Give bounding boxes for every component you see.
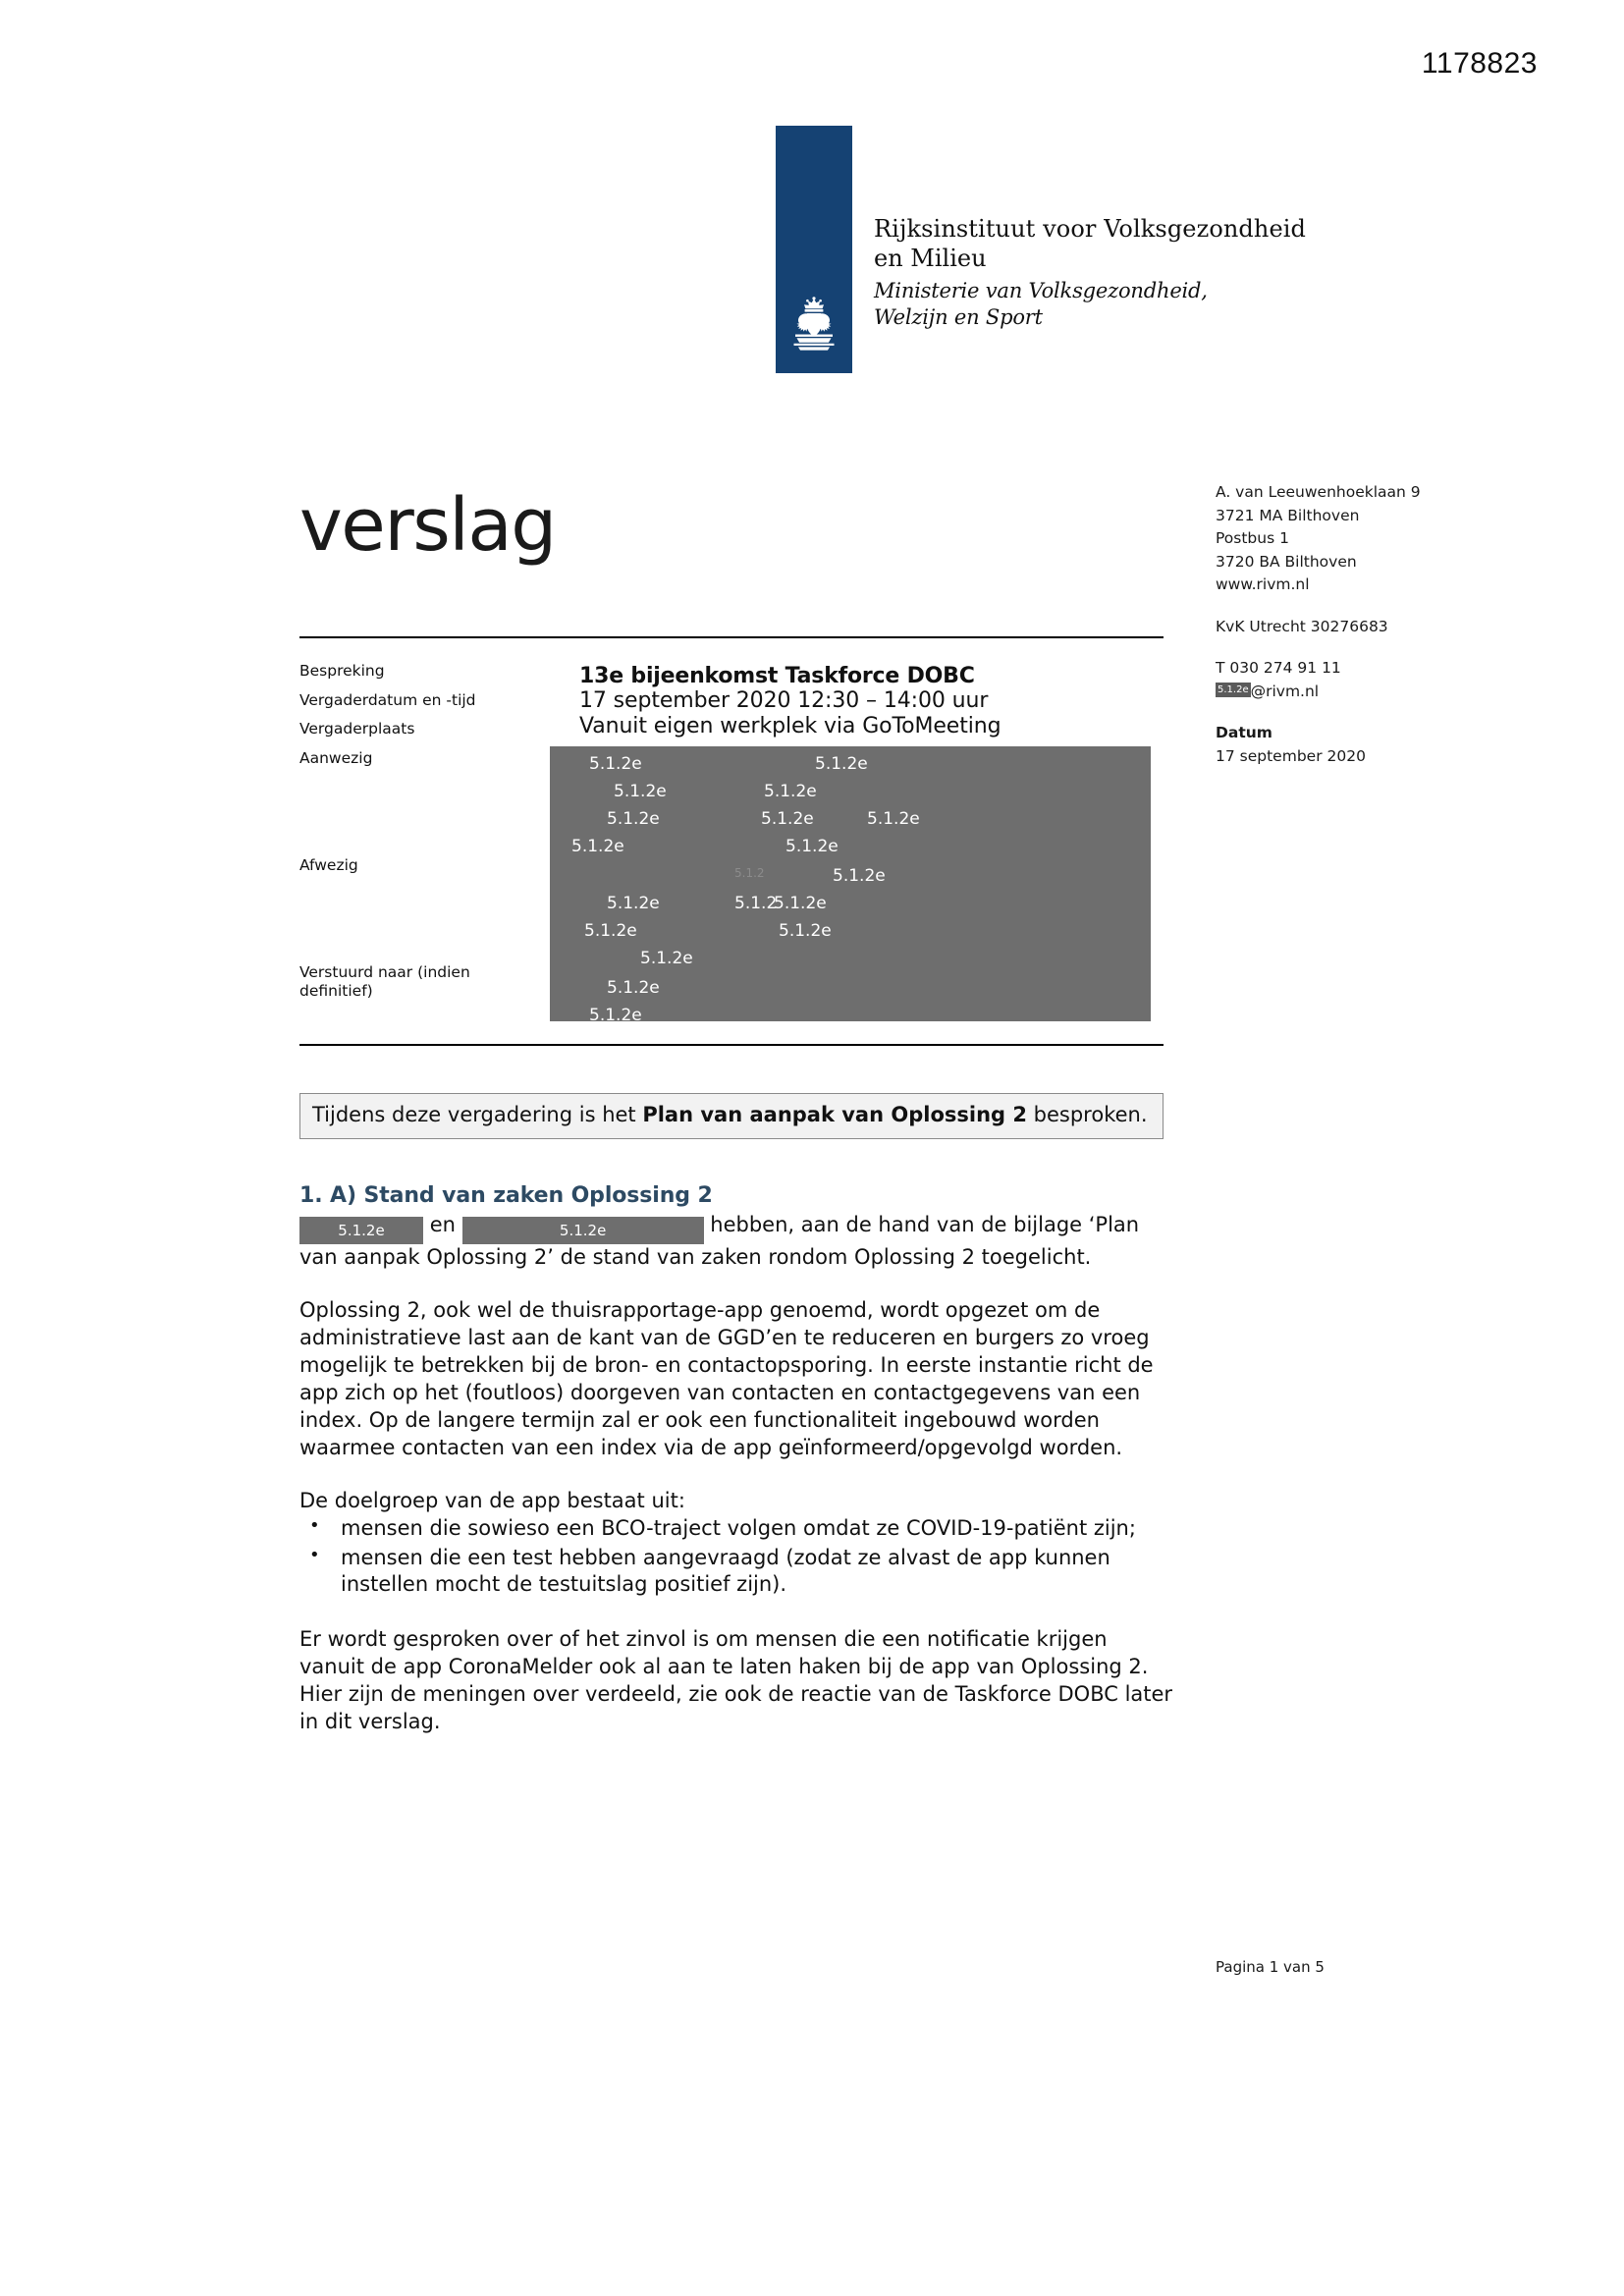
attendees-redaction-panel bbox=[550, 746, 1151, 1025]
intro-connector: en bbox=[429, 1213, 456, 1237]
page-footer: Pagina 1 van 5 bbox=[1216, 1958, 1325, 1976]
redaction-mark: 5.1.2e bbox=[607, 894, 660, 913]
redaction-mark: 5.1.2e bbox=[571, 837, 624, 856]
logo-institute-line2: en Milieu bbox=[874, 245, 987, 273]
email-address bbox=[1216, 681, 1520, 704]
redaction-mark: 5.1.2e bbox=[640, 949, 693, 968]
paragraph-oplossing-2: Oplossing 2, ook wel de thuisrapportage-app genoemd, wordt opgezet om de administratieve last aan de kant van de GGD’en te reduceren en burgers zo vroeg mogelijk te betrekken bij de bron- en contactopsporing. In eerste instantie richt de app zich op het (foutloos) doorgeven van contacten en contactgegevens van een index. Op de langere termijn zal er ook een functionaliteit ingebouwd worden waarmee contacten van een index via de app geïnformeerd/opgevolgd worden. bbox=[299, 1298, 1154, 1459]
label-vergaderplaats: Vergaderplaats bbox=[299, 720, 415, 738]
spacer bbox=[299, 1601, 1173, 1626]
redaction-mark: 5.1.2e bbox=[584, 921, 637, 941]
redaction-mark: 5.1.2e bbox=[764, 782, 817, 801]
redaction-mark: 5.1.2e bbox=[867, 809, 920, 829]
date-label: Datum bbox=[1216, 724, 1272, 742]
label-aanwezig: Aanwezig bbox=[299, 748, 373, 767]
divider-bottom bbox=[299, 1044, 1164, 1046]
logo-blue-bar bbox=[776, 126, 852, 373]
address-block bbox=[1216, 481, 1520, 597]
divider-top bbox=[299, 636, 1164, 638]
redaction-mark: 5.1.2e bbox=[614, 782, 667, 801]
redaction-mark: 5.1.2e bbox=[607, 978, 660, 998]
meeting-label-column bbox=[299, 664, 545, 780]
value-vergaderdatum: 17 september 2020 12:30 – 14:00 uur bbox=[579, 688, 989, 714]
redaction-mark: 5.1.2e bbox=[761, 809, 814, 829]
logo-ministry-line1: Ministerie van Volksgezondheid, bbox=[874, 279, 1208, 303]
label-vergaderdatum: Vergaderdatum en -tijd bbox=[299, 690, 476, 709]
main-content bbox=[299, 1181, 1173, 1762]
summary-callout-box bbox=[299, 1093, 1164, 1139]
value-bespreking: 13e bijeenkomst Taskforce DOBC bbox=[579, 664, 975, 688]
redaction-mark-partial: 5.1.2 bbox=[734, 894, 778, 913]
redaction-mark: 5.1.2e bbox=[1218, 683, 1249, 695]
section-heading: 1. A) Stand van zaken Oplossing 2 bbox=[299, 1183, 713, 1208]
meeting-value-column bbox=[579, 664, 1168, 739]
redaction-mark: 5.1.2e bbox=[815, 754, 868, 774]
doelgroep-list bbox=[299, 1515, 1173, 1600]
date-value: 17 september 2020 bbox=[1216, 746, 1366, 765]
logo-ministry-line2: Welzijn en Sport bbox=[874, 304, 1043, 329]
kvk-number: KvK Utrecht 30276683 bbox=[1216, 617, 1388, 635]
page-title: verslag bbox=[299, 483, 556, 568]
paragraph-coronamelder: Er wordt gesproken over of het zinvol is om mensen die een notificatie krijgen vanuit de app CoronaMelder ook al aan te laten haken bij de app van Oplossing 2. Hier zijn de meningen over verdeeld, zie ook de reactie van de Taskforce DOBC later in dit verslag. bbox=[299, 1627, 1173, 1734]
label-bespreking: Bespreking bbox=[299, 662, 385, 680]
contact-block bbox=[1216, 657, 1520, 703]
intro-rest-text: hebben, aan de hand van de bijlage ‘Plan van aanpak Oplossing 2’ de stand van zaken rondom Oplossing 2 toegelicht. bbox=[299, 1213, 1140, 1270]
summary-bold-text: Plan van aanpak van Oplossing 2 bbox=[642, 1103, 1027, 1126]
redaction-mark: 5.1.2e bbox=[589, 754, 642, 774]
intro-paragraph bbox=[299, 1212, 1173, 1272]
redaction-mark-partial: 5.1.2 bbox=[734, 866, 765, 880]
address-line-1: A. van Leeuwenhoeklaan 9 bbox=[1216, 483, 1421, 501]
spacer bbox=[299, 1272, 1173, 1297]
redaction-mark: 5.1.2e bbox=[299, 1217, 423, 1244]
redaction-mark: 5.1.2e bbox=[589, 1006, 642, 1025]
sidebar-contact-info bbox=[1216, 481, 1520, 787]
redaction-mark: 5.1.2e bbox=[779, 921, 832, 941]
address-line-4: 3720 BA Bilthoven bbox=[1216, 552, 1357, 571]
kvk-block bbox=[1216, 616, 1520, 639]
rivm-logo bbox=[776, 126, 1306, 373]
phone-number: T 030 274 91 11 bbox=[1216, 659, 1341, 678]
list-item: • mensen die sowieso een BCO-traject volgen omdat ze COVID-19-patiënt zijn; bbox=[299, 1515, 1173, 1543]
redaction-mark: 5.1.2e bbox=[607, 809, 660, 829]
label-verstuurd-naar: Verstuurd naar (indien definitief) bbox=[299, 963, 470, 1000]
label-afwezig: Afwezig bbox=[299, 856, 358, 874]
summary-suffix: besproken. bbox=[1026, 1103, 1148, 1126]
value-vergaderplaats: Vanuit eigen werkplek via GoToMeeting bbox=[579, 713, 1001, 738]
address-line-3: Postbus 1 bbox=[1216, 529, 1289, 548]
address-line-2: 3721 MA Bilthoven bbox=[1216, 506, 1360, 524]
website-url[interactable]: www.rivm.nl bbox=[1216, 575, 1310, 594]
redaction-mark: 5.1.2e bbox=[785, 837, 839, 856]
document-number: 1178823 bbox=[1421, 47, 1538, 80]
summary-prefix: Tijdens deze vergadering is het bbox=[312, 1103, 643, 1126]
list-item: • mensen die een test hebben aangevraagd (zodat ze alvast de app kunnen instellen mocht de testuitslag positief zijn). bbox=[299, 1545, 1173, 1600]
dutch-coat-of-arms-icon bbox=[787, 297, 840, 355]
doelgroep-intro: De doelgroep van de app bestaat uit: bbox=[299, 1488, 685, 1512]
logo-institute-line1: Rijksinstituut voor Volksgezondheid bbox=[874, 215, 1306, 243]
redaction-mark: 5.1.2e bbox=[833, 866, 886, 886]
redaction-mark: 5.1.2e bbox=[774, 894, 827, 913]
redaction-mark: 5.1.2e bbox=[462, 1217, 704, 1244]
email-domain: @rivm.nl bbox=[1250, 682, 1320, 700]
date-block bbox=[1216, 722, 1520, 768]
